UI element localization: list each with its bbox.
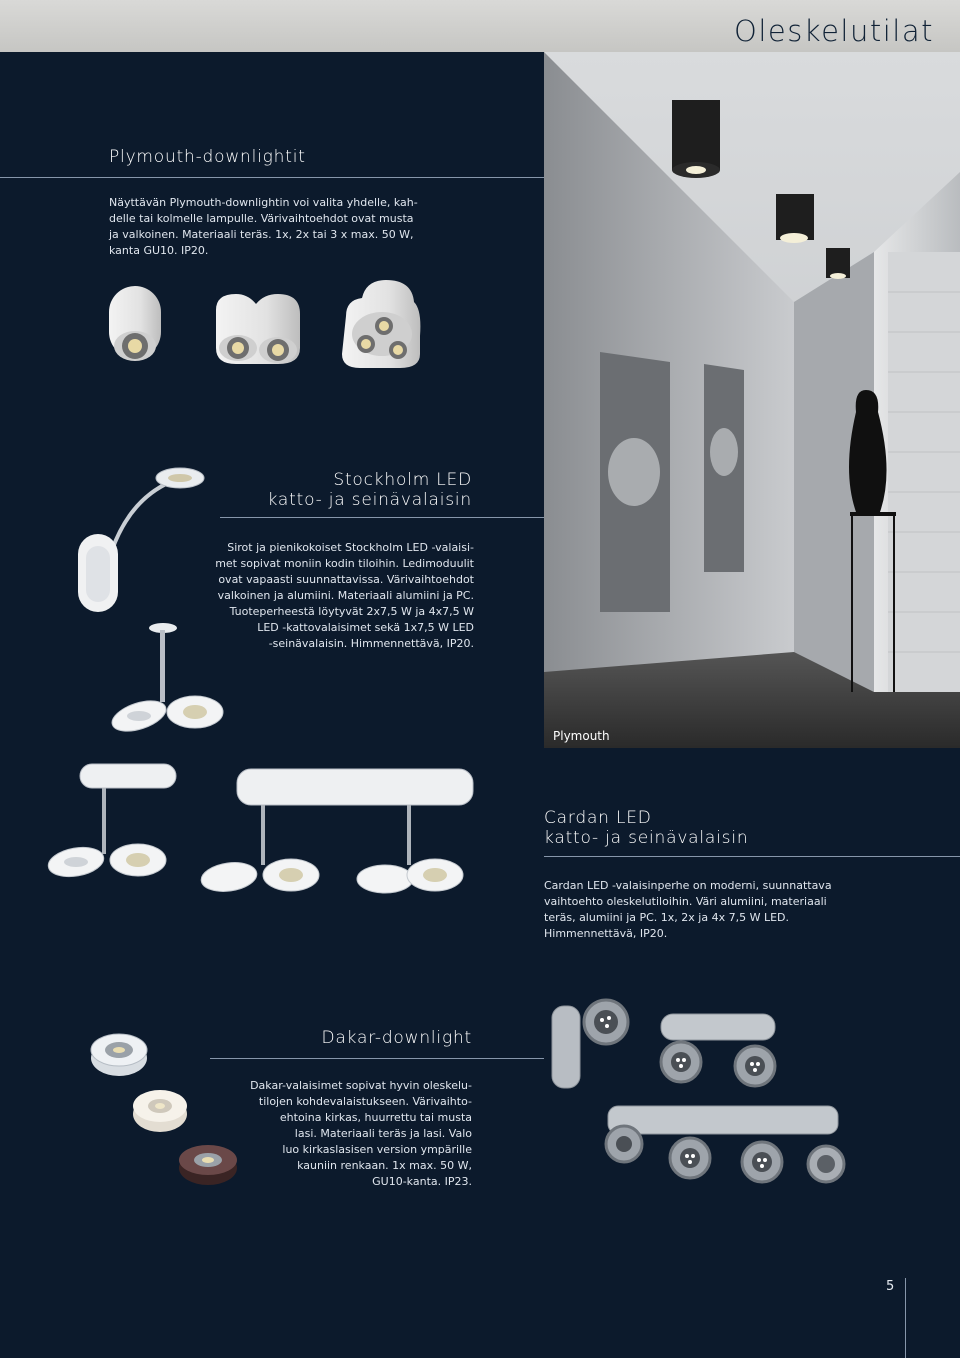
page-title: Oleskelutilat [734, 14, 934, 48]
page-number: 5 [886, 1279, 895, 1294]
text-line: Dakar-valaisimet sopivat hyvin oleskelu- [250, 1079, 472, 1092]
dakar-description [212, 1078, 472, 1190]
text-line: Himmennettävä, IP20. [544, 927, 668, 940]
plymouth-heading: Plymouth-downlightit [109, 147, 306, 167]
room-illustration [544, 52, 960, 748]
text-line: ovat vapaasti suunnattavissa. Värivaihtoehdot [218, 573, 474, 586]
text-line: kanta GU10. IP20. [109, 244, 209, 257]
text-line: ja valkoinen. Materiaali teräs. 1x, 2x tai 3 x max. 50 W, [109, 228, 414, 241]
stockholm-heading [268, 470, 472, 510]
plymouth-triple-lamp-image [336, 276, 426, 372]
page-number-divider [905, 1278, 906, 1358]
text-line: lasi. Materiaali teräs ja lasi. Valo [294, 1127, 472, 1140]
cardan-quad-ceiling-lamp-image [195, 765, 475, 905]
text-line: Näyttävän Plymouth-downlightin voi valita yhdelle, kah- [109, 196, 418, 209]
dakar-black-glass-lamp-image [176, 1138, 240, 1190]
cardan-rule [544, 856, 960, 857]
text-line: Cardan LED -valaisinperhe on moderni, suunnattava [544, 879, 832, 892]
cardan-heading-line: Cardan LED [544, 808, 652, 828]
plymouth-room-photo [544, 52, 960, 748]
cardan-double-aluminium-lamp-image [655, 1010, 780, 1088]
cardan-wall-lamp-image [548, 994, 640, 1094]
stockholm-heading-line: Stockholm LED [333, 470, 472, 490]
dakar-rule [210, 1058, 544, 1059]
text-line: teräs, alumiini ja PC. 1x, 2x ja 4x 7,5 W LED. [544, 911, 790, 924]
text-line: vaihtoehto oleskelutiloihin. Väri alumiini, materiaali [544, 895, 827, 908]
dakar-clear-glass-lamp-image [88, 1026, 150, 1080]
plymouth-rule [0, 177, 544, 178]
text-line: tilojen kohdevalaistukseen. Värivaihto- [258, 1095, 472, 1108]
cardan-quad-aluminium-lamp-image [598, 1100, 848, 1192]
text-line: -seinävalaisin. Himmennettävä, IP20. [268, 637, 474, 650]
cardan-heading [544, 808, 748, 848]
text-line: valkoinen ja alumiini. Materiaali alumiini ja PC. [217, 589, 474, 602]
cardan-description [544, 878, 874, 942]
cardan-heading-line: katto- ja seinävalaisin [544, 828, 749, 848]
plymouth-description [109, 195, 439, 259]
photo-caption: Plymouth [553, 729, 610, 743]
cardan-double-ceiling-lamp-image [40, 760, 180, 885]
text-line: luo kirkaslasisen version ympärille [282, 1143, 472, 1156]
dakar-heading: Dakar-downlight [321, 1028, 472, 1048]
text-line: GU10-kanta. IP23. [372, 1175, 472, 1188]
stockholm-heading-line: katto- ja seinävalaisin [267, 490, 472, 510]
text-line: met sopivat moniin kodin tiloihin. Ledimoduulit [215, 557, 474, 570]
text-line: Sirot ja pienikokoiset Stockholm LED -valaisi- [227, 541, 474, 554]
plymouth-double-lamp-image [208, 290, 308, 370]
text-line: ehtoina kirkas, huurrettu tai musta [279, 1111, 472, 1124]
text-line: LED -kattovalaisimet sekä 1x7,5 W LED [257, 621, 474, 634]
text-line: delle tai kolmelle lampulle. Värivaihtoehdot ovat musta [109, 212, 414, 225]
stockholm-ceiling-lamp-image [105, 620, 230, 740]
text-line: Tuoteperheestä löytyvät 2x7,5 W ja 4x7,5 W [229, 605, 474, 618]
dakar-frosted-glass-lamp-image [130, 1082, 190, 1136]
plymouth-single-lamp-image [105, 280, 167, 370]
text-line: kauniin renkaan. 1x max. 50 W, [297, 1159, 472, 1172]
stockholm-rule [220, 517, 544, 518]
stockholm-wall-lamp-image [70, 460, 210, 615]
